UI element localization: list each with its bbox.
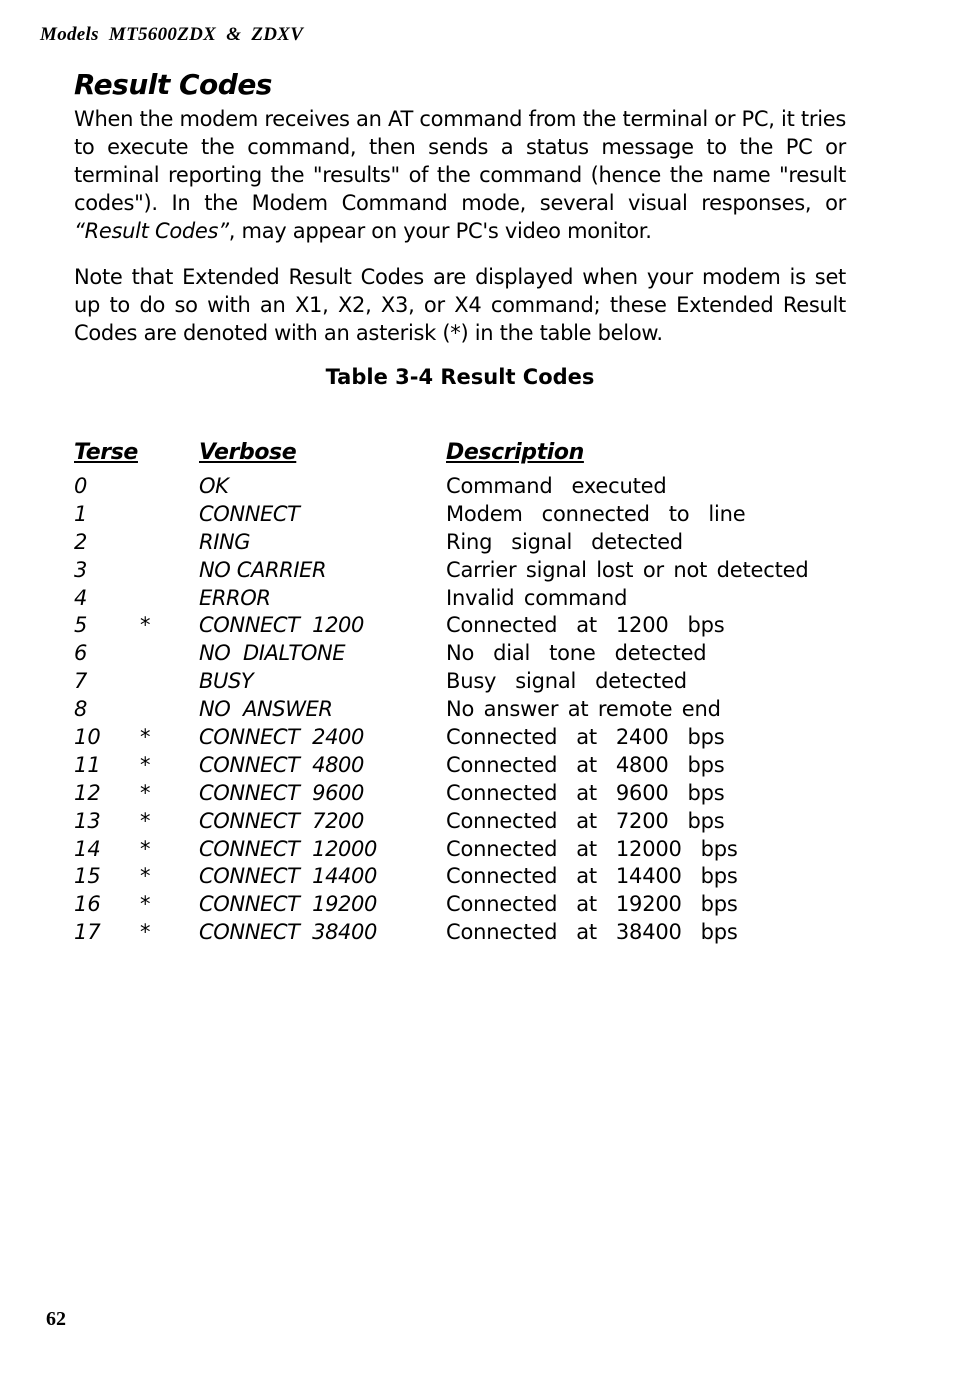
verbose-code: CONNECT 14400 — [199, 864, 377, 889]
intro-text-tail: , may appear on your PC's video monitor. — [228, 219, 652, 243]
terse-code: 1 — [74, 501, 88, 526]
code-description: Busy signal detected — [446, 669, 687, 694]
verbose-code: CONNECT 4800 — [199, 752, 364, 777]
terse-code: 16 — [74, 892, 101, 917]
extended-marker: * — [140, 725, 151, 750]
code-description: No dial tone detected — [446, 641, 707, 666]
note-paragraph: Note that Extended Result Codes are displayed when your modem is set up to do so with an X1, X2, X3, or X4 command; these Extended Result Codes are denoted with an asterisk (*) in the table below. — [74, 265, 846, 345]
verbose-code: NO ANSWER — [199, 697, 333, 722]
table-row — [0, 725, 954, 753]
extended-marker: * — [140, 613, 151, 638]
table-row — [0, 864, 954, 892]
code-description: Invalid command — [446, 585, 628, 610]
table-row — [0, 809, 954, 837]
verbose-code: CONNECT 2400 — [199, 725, 364, 750]
verbose-code: CONNECT 12000 — [199, 836, 377, 861]
verbose-code: CONNECT 9600 — [199, 780, 364, 805]
verbose-code: CONNECT 1200 — [199, 613, 364, 638]
code-description: No answer at remote end — [446, 697, 721, 722]
table-row — [0, 530, 954, 558]
intro-italic-term: “Result Codes” — [74, 219, 229, 243]
terse-code: 4 — [74, 585, 88, 610]
code-description: Modem connected to line — [446, 501, 746, 526]
table-row — [0, 641, 954, 669]
intro-paragraph — [74, 105, 846, 245]
table-row — [0, 753, 954, 781]
terse-code: 3 — [74, 557, 88, 582]
code-description: Carrier signal lost or not detected — [446, 557, 809, 582]
verbose-code: RING — [199, 529, 251, 554]
code-description: Connected at 7200 bps — [446, 808, 725, 833]
verbose-code: ERROR — [199, 585, 271, 610]
table-row — [0, 474, 954, 502]
extended-marker: * — [140, 892, 151, 917]
code-description: Connected at 38400 bps — [446, 920, 738, 945]
terse-code: 11 — [74, 752, 101, 777]
intro-text: When the modem receives an AT command from the terminal or PC, it tries to execute the command, then sends a status message to the PC or terminal reporting the "results" of the command (hence the name "result codes"). In the Modem Command mode, several visual responses, or — [74, 107, 846, 215]
table-caption-text: Table 3-4 Result Codes — [325, 365, 595, 389]
terse-code: 17 — [74, 920, 101, 945]
verbose-code: CONNECT — [199, 501, 300, 526]
code-description: Ring signal detected — [446, 529, 683, 554]
terse-code: 7 — [74, 669, 88, 694]
table-row — [0, 781, 954, 809]
code-description: Connected at 1200 bps — [446, 613, 725, 638]
page-number: 62 — [46, 1308, 66, 1330]
verbose-code: CONNECT 19200 — [199, 892, 377, 917]
table-row — [0, 697, 954, 725]
verbose-code: CONNECT 7200 — [199, 808, 364, 833]
column-header-terse: Terse — [74, 440, 138, 465]
code-description: Connected at 4800 bps — [446, 752, 725, 777]
terse-code: 8 — [74, 697, 88, 722]
terse-code: 13 — [74, 808, 101, 833]
terse-code: 5 — [74, 613, 88, 638]
extended-marker: * — [140, 836, 151, 861]
extended-marker: * — [140, 920, 151, 945]
extended-marker: * — [140, 780, 151, 805]
extended-marker: * — [140, 752, 151, 777]
table-row — [0, 669, 954, 697]
table-row — [0, 586, 954, 614]
verbose-code: CONNECT 38400 — [199, 920, 377, 945]
terse-code: 15 — [74, 864, 101, 889]
verbose-code: NO DIALTONE — [199, 641, 346, 666]
column-header-description: Description — [446, 440, 584, 465]
table-row — [0, 558, 954, 586]
extended-marker: * — [140, 864, 151, 889]
verbose-code: BUSY — [199, 669, 254, 694]
terse-code: 10 — [74, 725, 101, 750]
code-description: Connected at 14400 bps — [446, 864, 738, 889]
terse-code: 14 — [74, 836, 101, 861]
code-description: Connected at 9600 bps — [446, 780, 725, 805]
terse-code: 12 — [74, 780, 101, 805]
table-row — [0, 837, 954, 865]
verbose-code: OK — [199, 474, 229, 498]
table-row — [0, 892, 954, 920]
column-header-verbose: Verbose — [199, 440, 297, 465]
terse-code: 6 — [74, 641, 88, 666]
table-row — [0, 920, 954, 948]
table-row — [0, 502, 954, 530]
section-title: Result Codes — [74, 68, 272, 101]
table-row — [0, 613, 954, 641]
code-description: Connected at 2400 bps — [446, 725, 725, 750]
result-codes-table — [0, 474, 954, 948]
verbose-code: NO CARRIER — [199, 557, 327, 582]
code-description: Connected at 19200 bps — [446, 892, 738, 917]
terse-code: 2 — [74, 529, 88, 554]
running-header: Models MT5600ZDX & ZDXV — [40, 24, 304, 45]
code-description: Connected at 12000 bps — [446, 836, 738, 861]
extended-marker: * — [140, 808, 151, 833]
terse-code: 0 — [74, 474, 88, 498]
code-description: Command executed — [446, 474, 667, 498]
table-caption — [0, 365, 954, 389]
